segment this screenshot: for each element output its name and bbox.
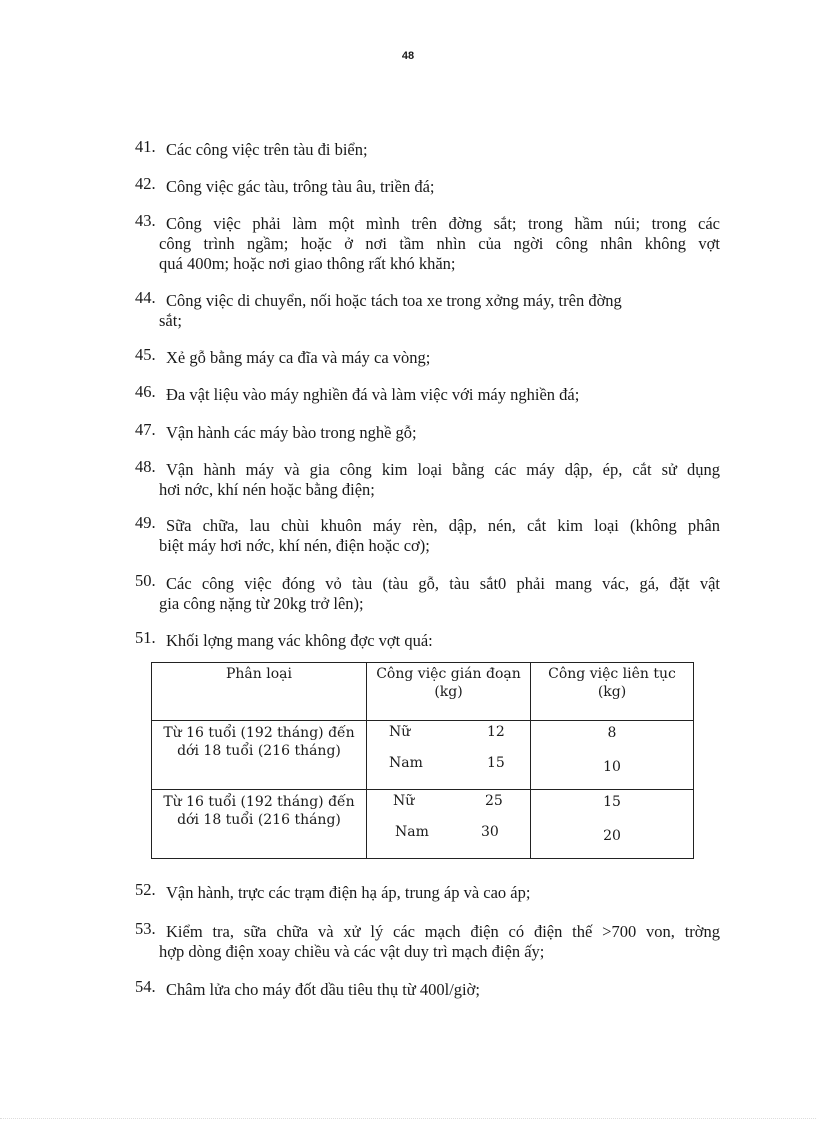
item-text: hợp dòng điện xoay chiều và các vật duy trì mạch điện ấy; [159,942,545,961]
item-number: 50. [135,571,156,590]
header-intermittent [367,663,531,721]
weight-limit-table [151,662,694,859]
list-item [135,977,720,1000]
item-text: Vận hành các máy bào trong nghề gỗ; [166,423,417,442]
age-group-text: dới 18 tuổi (216 tháng) [177,812,341,828]
male-intermittent-value: 15 [487,755,505,771]
item-number: 48. [135,457,156,476]
male-intermittent-value: 30 [481,824,499,840]
list-item [135,345,720,368]
item-text: Kiểm tra, sữa chữa và xử lý các mạch điện có điện thế >700 von, trờng [166,922,720,941]
continuous-cell [531,721,694,790]
header-continuous [531,663,694,721]
intermittent-cell [367,721,531,790]
item-text: Công việc phải làm một mình trên đờng sắt; trong hầm núi; trong các [166,214,720,233]
header-text: Công việc gián đoạn [376,666,521,682]
female-intermittent-value: 12 [487,724,505,740]
item-number: 52. [135,880,156,899]
intermittent-cell [367,790,531,859]
item-text: Các công việc trên tàu đi biển; [166,140,368,159]
item-number: 42. [135,174,156,193]
item-number: 53. [135,919,156,938]
header-classification [152,663,367,721]
item-number: 44. [135,288,156,307]
list-item [135,919,720,962]
age-group-text: dới 18 tuổi (216 tháng) [177,743,341,759]
table-header-row [152,663,694,721]
header-unit: (kg) [434,684,463,700]
list-item [135,880,720,903]
item-number: 54. [135,977,156,996]
item-text: Công việc gác tàu, trông tàu âu, triền đá; [166,177,435,196]
item-text: Đa vật liệu vào máy nghiền đá và làm việc với máy nghiền đá; [166,385,580,404]
table-row [152,790,694,859]
continuous-cell [531,790,694,859]
list-item [135,211,720,274]
male-label: Nam [395,824,429,840]
item-text: Các công việc đóng vỏ tàu (tàu gỗ, tàu sắt0 phải mang vác, gá, đặt vật [166,574,720,593]
header-text: Công việc liên tục [548,666,676,682]
item-text: Vận hành, trực các trạm điện hạ áp, trung áp và cao áp; [166,883,531,902]
list-item [135,457,720,500]
list-item [135,420,720,443]
age-group-text: Từ 16 tuổi (192 tháng) đến [163,725,355,741]
list-item [135,288,720,331]
item-text: quá 400m; hoặc nơi giao thông rất khó khăn; [159,254,456,273]
female-continuous-value: 8 [607,725,617,741]
item-text: Khối lợng mang vác không đợc vợt quá: [166,631,433,650]
list-item [135,382,720,405]
item-text: Vận hành máy và gia công kim loại bằng các máy dập, ép, cắt sử dụng [166,460,720,479]
list-item [135,628,720,651]
list-item [135,137,720,160]
item-number: 45. [135,345,156,364]
item-text: công trình ngầm; hoặc ở nơi tầm nhìn của ngời công nhân không vợt [159,234,720,253]
list-item [135,513,720,556]
male-label: Nam [389,755,423,771]
list-item [135,571,720,614]
female-label: Nữ [389,724,411,740]
item-number: 51. [135,628,156,647]
header-text: Phân loại [226,666,292,682]
item-number: 46. [135,382,156,401]
item-number: 43. [135,211,156,230]
age-group-cell [152,721,367,790]
age-group-text: Từ 16 tuổi (192 tháng) đến [163,794,355,810]
item-number: 49. [135,513,156,532]
item-text: Châm lửa cho máy đốt dầu tiêu thụ từ 400l/giờ; [166,980,480,999]
table-row [152,721,694,790]
age-group-cell [152,790,367,859]
item-text: Sữa chữa, lau chùi khuôn máy rèn, dập, nén, cắt kim loại (không phân [166,516,720,535]
female-continuous-value: 15 [603,794,621,810]
item-text: Xẻ gỗ bằng máy ca đĩa và máy ca vòng; [166,348,431,367]
item-text: biệt máy hơi nớc, khí nén, điện hoặc cơ); [159,536,430,555]
female-intermittent-value: 25 [485,793,503,809]
item-number: 47. [135,420,156,439]
item-text: Công việc di chuyển, nối hoặc tách toa xe trong xởng máy, trên đờng [166,291,622,310]
male-continuous-value: 20 [603,828,621,844]
item-number: 41. [135,137,156,156]
female-label: Nữ [393,793,415,809]
item-text: hơi nớc, khí nén hoặc bằng điện; [159,480,375,499]
item-text: sắt; [159,311,182,330]
header-unit: (kg) [597,684,627,700]
list-item [135,174,720,197]
item-text: gia công nặng từ 20kg trở lên); [159,594,364,613]
male-continuous-value: 10 [603,759,621,775]
page-bottom-divider [0,1118,816,1119]
page-number: 48 [401,50,415,62]
